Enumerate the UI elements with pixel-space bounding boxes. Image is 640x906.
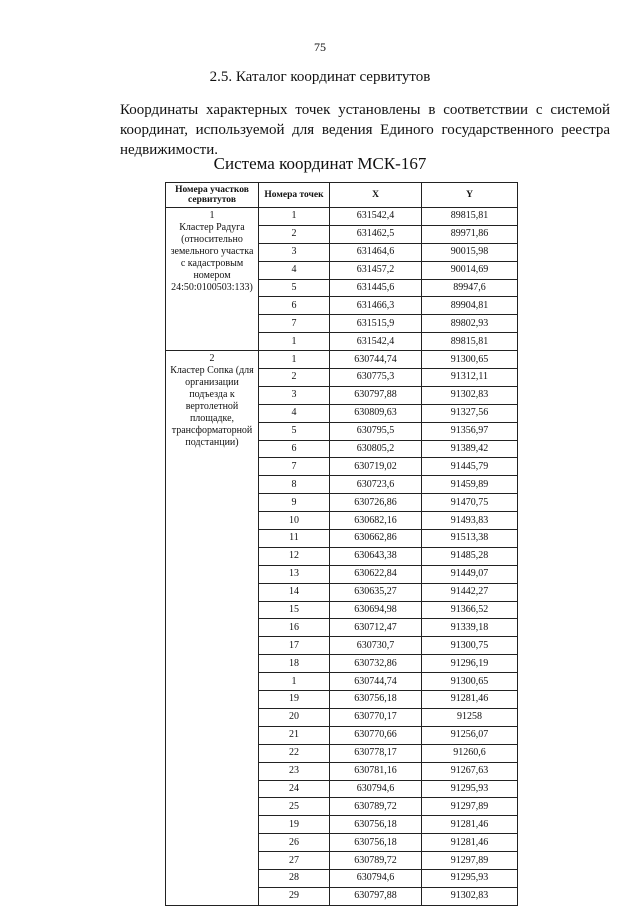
plot-description: Кластер Сопка (для организации подъезда к вертолетной площадке, трансформаторной подстанции) [170,365,254,449]
point-number-cell: 2 [259,369,330,387]
x-coordinate-cell: 631515,9 [330,315,422,333]
x-coordinate-cell: 630794,6 [330,869,422,887]
x-coordinate-cell: 630770,17 [330,708,422,726]
x-coordinate-cell: 631542,4 [330,333,422,351]
plot-number: 2 [209,353,215,365]
header-y: Y [422,183,518,208]
x-coordinate-cell: 630756,18 [330,816,422,834]
y-coordinate-cell: 89904,81 [422,297,518,315]
point-number-cell: 2 [259,225,330,243]
point-number-cell: 24 [259,780,330,798]
plot-cell [166,351,259,906]
x-coordinate-cell: 630682,16 [330,512,422,530]
y-coordinate-cell: 89802,93 [422,315,518,333]
x-coordinate-cell: 630778,17 [330,744,422,762]
y-coordinate-cell: 91339,18 [422,619,518,637]
x-coordinate-cell: 630712,47 [330,619,422,637]
y-coordinate-cell: 91366,52 [422,601,518,619]
point-number-cell: 15 [259,601,330,619]
y-coordinate-cell: 89815,81 [422,333,518,351]
y-coordinate-cell: 91485,28 [422,547,518,565]
point-number-cell: 1 [259,673,330,691]
section-title: 2.5. Каталог координат сервитутов [209,69,431,85]
y-coordinate-cell: 91296,19 [422,655,518,673]
x-coordinate-cell: 631464,6 [330,243,422,261]
y-coordinate-cell: 91297,89 [422,798,518,816]
point-number-cell: 4 [259,261,330,279]
point-number-cell: 19 [259,816,330,834]
y-coordinate-cell: 91302,83 [422,386,518,404]
x-coordinate-cell: 630756,18 [330,834,422,852]
plot-number: 1 [209,210,215,221]
y-coordinate-cell: 91258 [422,708,518,726]
point-number-cell: 17 [259,637,330,655]
point-number-cell: 23 [259,762,330,780]
y-coordinate-cell: 90014,69 [422,261,518,279]
point-number-cell: 25 [259,798,330,816]
x-coordinate-cell: 630694,98 [330,601,422,619]
plot-cell [166,208,259,351]
y-coordinate-cell: 91327,56 [422,404,518,422]
point-number-cell: 5 [259,422,330,440]
page-number: 75 [314,40,326,54]
y-coordinate-cell: 91449,07 [422,565,518,583]
y-coordinate-cell: 91256,07 [422,726,518,744]
point-number-cell: 4 [259,404,330,422]
y-coordinate-cell: 89815,81 [422,208,518,226]
x-coordinate-cell: 630797,88 [330,887,422,905]
x-coordinate-cell: 630726,86 [330,494,422,512]
y-coordinate-cell: 89947,6 [422,279,518,297]
y-coordinate-cell: 91445,79 [422,458,518,476]
y-coordinate-cell: 91281,46 [422,816,518,834]
point-number-cell: 21 [259,726,330,744]
y-coordinate-cell: 91281,46 [422,691,518,709]
point-number-cell: 5 [259,279,330,297]
point-number-cell: 6 [259,297,330,315]
x-coordinate-cell: 630789,72 [330,798,422,816]
y-coordinate-cell: 91295,93 [422,869,518,887]
x-coordinate-cell: 630622,84 [330,565,422,583]
table-body [166,208,518,906]
point-number-cell: 20 [259,708,330,726]
point-number-cell: 7 [259,315,330,333]
x-coordinate-cell: 630781,16 [330,762,422,780]
point-number-cell: 29 [259,887,330,905]
x-coordinate-cell: 630662,86 [330,530,422,548]
x-coordinate-cell: 631542,4 [330,208,422,226]
y-coordinate-cell: 91356,97 [422,422,518,440]
point-number-cell: 14 [259,583,330,601]
header-point-number: Номера точек [259,183,330,208]
point-number-cell: 3 [259,386,330,404]
point-number-cell: 11 [259,530,330,548]
y-coordinate-cell: 91300,65 [422,351,518,369]
x-coordinate-cell: 630732,86 [330,655,422,673]
x-coordinate-cell: 631445,6 [330,279,422,297]
point-number-cell: 19 [259,691,330,709]
point-number-cell: 6 [259,440,330,458]
y-coordinate-cell: 91312,11 [422,369,518,387]
point-number-cell: 27 [259,852,330,870]
x-coordinate-cell: 630805,2 [330,440,422,458]
table-row [166,351,518,369]
point-number-cell: 3 [259,243,330,261]
x-coordinate-cell: 630744,74 [330,673,422,691]
y-coordinate-cell: 91281,46 [422,834,518,852]
point-number-cell: 13 [259,565,330,583]
point-number-cell: 1 [259,208,330,226]
x-coordinate-cell: 630635,27 [330,583,422,601]
point-number-cell: 26 [259,834,330,852]
x-coordinate-cell: 630797,88 [330,386,422,404]
point-number-cell: 7 [259,458,330,476]
point-number-cell: 22 [259,744,330,762]
point-number-cell: 1 [259,333,330,351]
point-number-cell: 8 [259,476,330,494]
coordinate-system-title: Система координат МСК-167 [213,154,427,173]
point-number-cell: 18 [259,655,330,673]
x-coordinate-cell: 630744,74 [330,351,422,369]
point-number-cell: 12 [259,547,330,565]
point-number-cell: 28 [259,869,330,887]
intro-paragraph: Координаты характерных точек установлены в соответствии с системой координат, используемой для ведения Единого государственного реестра недвижимости. [120,102,610,158]
x-coordinate-cell: 630789,72 [330,852,422,870]
y-coordinate-cell: 91300,75 [422,637,518,655]
y-coordinate-cell: 91267,63 [422,762,518,780]
table-header-row [166,183,518,208]
x-coordinate-cell: 631457,2 [330,261,422,279]
y-coordinate-cell: 91513,38 [422,530,518,548]
y-coordinate-cell: 91297,89 [422,852,518,870]
point-number-cell: 1 [259,351,330,369]
point-number-cell: 9 [259,494,330,512]
x-coordinate-cell: 630770,66 [330,726,422,744]
coordinates-table [165,182,518,906]
x-coordinate-cell: 630643,38 [330,547,422,565]
y-coordinate-cell: 91459,89 [422,476,518,494]
x-coordinate-cell: 631466,3 [330,297,422,315]
header-plot-number: Номера участков сервитутов [166,183,259,208]
x-coordinate-cell: 631462,5 [330,225,422,243]
y-coordinate-cell: 91295,93 [422,780,518,798]
table-row [166,208,518,226]
x-coordinate-cell: 630775,3 [330,369,422,387]
x-coordinate-cell: 630730,7 [330,637,422,655]
x-coordinate-cell: 630756,18 [330,691,422,709]
y-coordinate-cell: 91493,83 [422,512,518,530]
y-coordinate-cell: 91302,83 [422,887,518,905]
header-x: X [330,183,422,208]
x-coordinate-cell: 630794,6 [330,780,422,798]
y-coordinate-cell: 89971,86 [422,225,518,243]
point-number-cell: 10 [259,512,330,530]
point-number-cell: 16 [259,619,330,637]
y-coordinate-cell: 91260,6 [422,744,518,762]
plot-description: Кластер Радуга (относительно земельного участка с кадастровым номером 24:50:0100503:133) [170,222,254,293]
y-coordinate-cell: 91442,27 [422,583,518,601]
x-coordinate-cell: 630719,02 [330,458,422,476]
y-coordinate-cell: 91300,65 [422,673,518,691]
x-coordinate-cell: 630809,63 [330,404,422,422]
y-coordinate-cell: 91389,42 [422,440,518,458]
y-coordinate-cell: 91470,75 [422,494,518,512]
y-coordinate-cell: 90015,98 [422,243,518,261]
x-coordinate-cell: 630723,6 [330,476,422,494]
x-coordinate-cell: 630795,5 [330,422,422,440]
